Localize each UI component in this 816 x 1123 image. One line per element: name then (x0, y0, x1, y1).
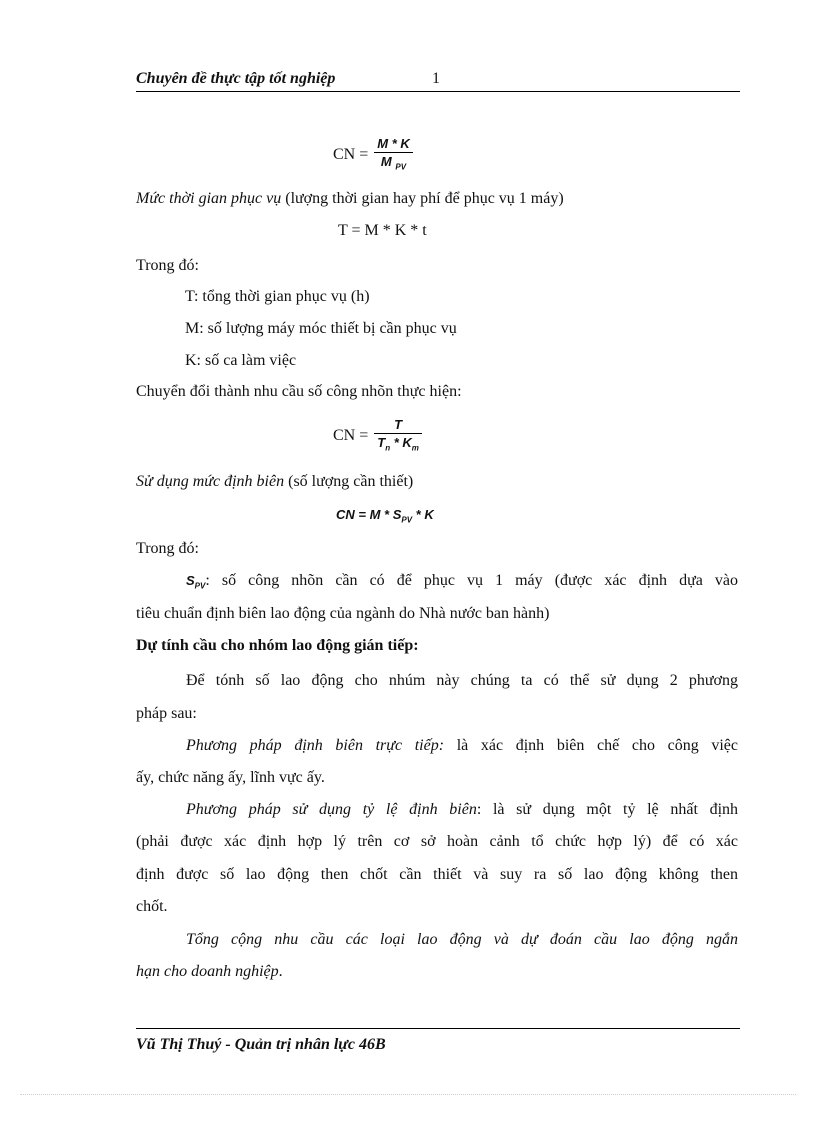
direct-italic: Phương pháp định biên trực tiếp: (186, 737, 445, 754)
ratio-line2: (phải được xác định hợp lý trên cơ sở hoàn cảnh tổ chức hợp lý) để có xác (136, 833, 738, 850)
header-title: Chuyên đề thực tập tốt nghiệp (136, 70, 336, 87)
spv-symbol-sub: PV (194, 581, 206, 591)
staffing-line (136, 473, 413, 491)
spv-def-text: : số công nhõn cần có để phục vụ 1 máy (được xác định dựa vào (205, 572, 738, 589)
header-rule (136, 91, 740, 92)
formula1-denominator: M (380, 154, 392, 169)
spv-symbol-main: S (186, 573, 195, 588)
trong-do-1: Trong đó: (136, 257, 199, 274)
formula3-den-a: T (377, 435, 386, 450)
total-line2-end: . (278, 963, 283, 980)
spv-def-line2: tiêu chuẩn định biên lao động của ngành do Nhà nước ban hành) (136, 605, 550, 622)
formula4-sub: PV (401, 515, 413, 525)
page-bottom-dotted-line (20, 1094, 796, 1095)
ratio-line1 (186, 801, 738, 819)
formula3-numerator: T (394, 417, 403, 432)
spv-def-line1 (186, 572, 738, 591)
spv-symbol (186, 573, 206, 591)
total-line2 (136, 963, 283, 981)
formula4-main: CN = M * S (336, 507, 402, 522)
formula3-lhs: CN = (333, 427, 369, 445)
conversion-line: Chuyển đổi thành nhu cầu số công nhõn thực hiện: (136, 383, 462, 400)
formula-cn-spv (336, 507, 434, 525)
def-k: K: số ca làm việc (185, 352, 297, 369)
ratio-line3: định được số lao động then chốt cần thiết và suy ra số lao động không then (136, 866, 738, 883)
direct-line1 (186, 737, 738, 755)
total-line2-italic: hạn cho doanh nghiệp (136, 963, 279, 980)
ratio-rest: : là sử dụng một tỷ lệ nhất định (476, 801, 739, 818)
formula3-den-mid: * K (390, 435, 412, 450)
methods-line1: Để tónh số lao động cho nhúm này chúng ta có thể sử dụng 2 phương (186, 672, 738, 689)
formula1-denominator-sub: PV (395, 162, 407, 172)
trong-do-2: Trong đó: (136, 540, 199, 557)
staffing-italic: Sử dụng mức định biên (136, 473, 285, 490)
formula1-numerator: M * K (377, 136, 410, 151)
formula4-tail: * K (412, 507, 434, 522)
formula1-lhs: CN = (333, 146, 369, 164)
def-m: M: số lượng máy móc thiết bị cần phục vụ (185, 320, 457, 337)
ratio-italic: Phương pháp sử dụng tỷ lệ định biên (186, 801, 477, 818)
ratio-line4: chốt. (136, 898, 168, 915)
service-time-line (136, 190, 564, 208)
formula-t: T = M * K * t (338, 222, 427, 239)
total-line1: Tổng cộng nhu cầu các loại lao động và dự đoán cầu lao động ngắn (186, 931, 738, 948)
footer-rule (136, 1028, 740, 1029)
page-number: 1 (432, 70, 440, 87)
def-t: T: tổng thời gian phục vụ (h) (185, 288, 370, 305)
service-time-normal: (lượng thời gian hay phí để phục vụ 1 máy) (281, 190, 564, 207)
direct-rest: là xác định biên chế cho công việc (444, 737, 738, 754)
staffing-normal: (số lượng cần thiết) (284, 473, 414, 490)
formula3-den-a-sub: n (385, 443, 391, 453)
heading-indirect: Dự tính cầu cho nhóm lao động gián tiếp: (136, 637, 419, 654)
direct-line2: ấy, chức năng ấy, lĩnh vực ấy. (136, 769, 325, 786)
footer-author: Vũ Thị Thuý - Quản trị nhân lực 46B (136, 1036, 386, 1053)
formula-cn-t (333, 416, 422, 457)
formula3-den-b-sub: m (411, 443, 419, 453)
service-time-italic: Mức thời gian phục vụ (136, 190, 282, 207)
methods-line2: pháp sau: (136, 705, 197, 722)
formula-cn-mk (333, 135, 413, 176)
